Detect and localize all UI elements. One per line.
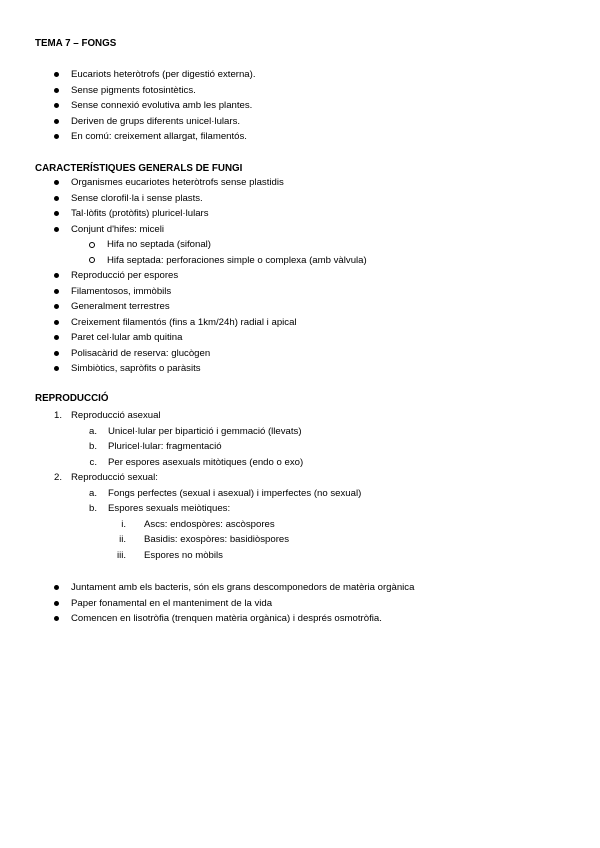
sublist-item [0, 455, 600, 471]
list-marker: a. [88, 425, 97, 437]
list-item: Paper fonamental en el manteniment de la vida [0, 596, 600, 612]
spore-item [0, 548, 600, 564]
list-item: Simbiòtics, sapròfits o paràsits [0, 361, 600, 377]
sublist-item: Hifa no septada (sifonal) [0, 237, 600, 253]
page-title: TEMA 7 – FONGS [35, 38, 117, 49]
final-list [0, 580, 600, 627]
list-marker: 1. [53, 410, 62, 421]
list-item-label: Reproducció asexual [71, 410, 161, 421]
list-item: Reproducció per espores [0, 268, 600, 284]
list-item: Tal·lòfits (protòfits) pluricel·lulars [0, 206, 600, 222]
list-marker: 2. [53, 472, 62, 483]
list-marker: i. [121, 518, 126, 530]
spore-item-text: Ascs: endospòres: ascòspores [144, 518, 275, 530]
list-item: Filamentosos, immòbils [0, 284, 600, 300]
list-item: Generalment terrestres [0, 299, 600, 315]
list-item: Juntament amb els bacteris, són els grans descomponedors de matèria orgànica [0, 580, 600, 596]
list-item: Paret cel·lular amb quitina [0, 330, 600, 346]
list-item: Eucariots heteròtrofs (per digestió externa). [0, 67, 600, 83]
list-item: Polisacàrid de reserva: glucògen [0, 346, 600, 362]
sublist-item-text: Unicel·lular per bipartició i gemmació (llevats) [108, 425, 302, 437]
list-marker: a. [88, 487, 97, 499]
reproduction-list [0, 408, 600, 563]
list-item-label: Conjunt d'hifes: miceli [71, 223, 165, 235]
sublist-item [0, 486, 600, 502]
list-marker: iii. [116, 549, 126, 561]
list-item: Deriven de grups diferents unicel·lulars. [0, 114, 600, 130]
list-item: En comú: creixement allargat, filamentós. [0, 129, 600, 145]
list-item: Organismes eucariotes heteròtrofs sense plastidis [0, 175, 600, 191]
hifes-sublist [71, 237, 600, 268]
spore-item-text: Espores no mòbils [144, 549, 223, 561]
sublist-item-text: Espores sexuals meiòtiques: [108, 503, 231, 514]
sublist-item [0, 501, 600, 517]
list-item: Sense clorofil·la i sense plasts. [0, 191, 600, 207]
spore-item [0, 532, 600, 548]
list-marker: b. [88, 503, 97, 514]
list-marker: ii. [119, 534, 126, 545]
sublist-item [0, 439, 600, 455]
sublist-item-text: Pluricel·lular: fragmentació [108, 441, 222, 452]
list-marker: c. [89, 456, 97, 468]
list-item: Sense connexió evolutiva amb les plantes. [0, 98, 600, 114]
list-marker: b. [88, 441, 97, 452]
sublist-item [0, 424, 600, 440]
sublist-item-text: Per espores asexuals mitòtiques (endo o exo) [108, 456, 304, 468]
list-item: Sense pigments fotosintètics. [0, 83, 600, 99]
spore-item-text: Basidis: exospòres: basidiòspores [144, 534, 290, 545]
characteristics-list [0, 175, 600, 377]
intro-list [0, 67, 600, 145]
list-item-label: Reproducció sexual: [71, 472, 158, 483]
list-item: Creixement filamentós (fins a 1km/24h) radial i apical [0, 315, 600, 331]
sublist-item-text: Fongs perfectes (sexual i asexual) i imperfectes (no sexual) [108, 487, 362, 499]
list-item-asexual [0, 408, 600, 424]
sublist-item: Hifa septada: perforaciones simple o complexa (amb vàlvula) [0, 253, 600, 269]
spore-item [0, 517, 600, 533]
list-item: Comencen en lisotròfia (trenquen matèria orgànica) i després osmotròfia. [0, 611, 600, 627]
section-heading-characteristics: CARACTERÍSTIQUES GENERALS DE FUNGI [35, 163, 243, 174]
list-item-hifes [0, 222, 600, 269]
list-item-sexual [0, 470, 600, 486]
section-heading-reproduction: REPRODUCCIÓ [35, 393, 109, 404]
